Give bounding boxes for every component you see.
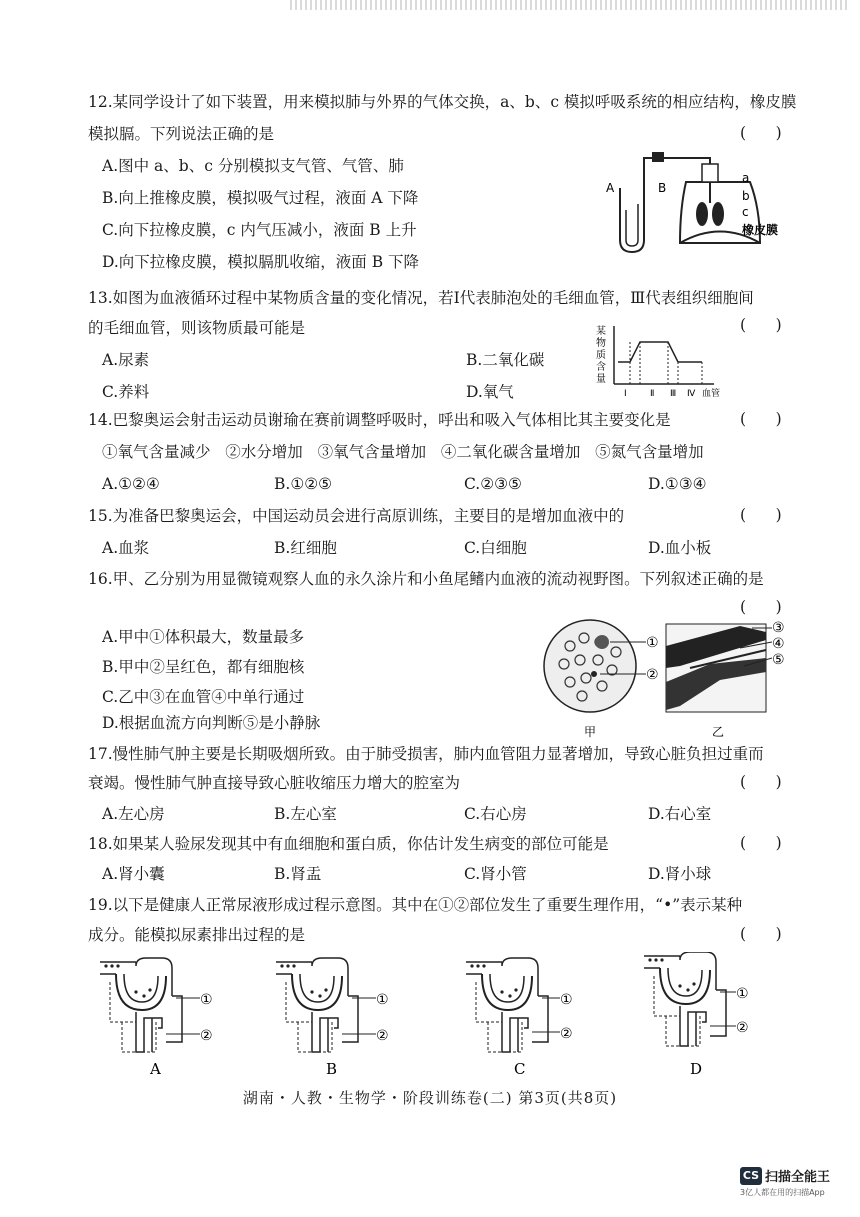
q15-option-c[interactable]: C.白细胞 — [464, 539, 527, 557]
q16-option-c[interactable]: C.乙中③在血管④中单行通过 — [102, 688, 305, 706]
q12-option-a[interactable]: A.图中 a、b、c 分别模拟支气管、气管、肺 — [102, 157, 404, 175]
q12-fig-label-b-big: B — [658, 181, 667, 195]
camscanner-watermark — [740, 1165, 830, 1198]
q17-option-a[interactable]: A.左心房 — [102, 805, 165, 823]
q15-option-a[interactable]: A.血浆 — [102, 539, 150, 557]
q16-fig-n2: ② — [646, 667, 659, 683]
q19-d-n2: ② — [736, 1020, 749, 1036]
q13-option-a[interactable]: A.尿素 — [102, 351, 150, 369]
q13-tick-3: Ⅲ — [670, 389, 677, 399]
q19-d-n1: ① — [736, 986, 749, 1002]
q13-tick-4: Ⅳ — [687, 389, 696, 399]
q18-option-d[interactable]: D.肾小球 — [648, 865, 712, 883]
q17-stem-line1: 17.慢性肺气肿主要是长期吸烟所致。由于肺受损害，肺内血管阻力显著增加，导致心脏负担过重而 — [88, 745, 764, 763]
q19-a-n2: ② — [200, 1028, 213, 1044]
q16-answer-paren[interactable]: ( ) — [740, 598, 782, 616]
q13-ylabel-3: 质 — [596, 350, 606, 361]
q19-label-c: C — [514, 1060, 526, 1077]
brand-tagline: 3亿人都在用的扫描App — [740, 1188, 825, 1197]
q13-ylabel-5: 量 — [596, 374, 606, 385]
brand-name: 扫描全能王 — [765, 1170, 831, 1185]
q16-stem: 16.甲、乙分别为用显微镜观察人血的永久涂片和小鱼尾鳍内血液的流动视野图。下列叙述正确的是 — [88, 570, 764, 588]
q14-option-c[interactable]: C.②③⑤ — [464, 475, 522, 493]
q16-fig-n4: ④ — [772, 636, 785, 652]
q13-ylabel-1: 某 — [596, 326, 606, 337]
q14-option-d[interactable]: D.①③④ — [648, 475, 707, 493]
q13-ylabel-2: 物 — [596, 338, 606, 349]
q13-tick-2: Ⅱ — [650, 389, 655, 399]
q12-fig-label-membrane: 橡皮膜 — [742, 223, 779, 237]
q17-answer-paren[interactable]: ( ) — [740, 773, 782, 791]
q13-xlabel: 血管 — [702, 389, 721, 399]
q16-fig-n1: ① — [646, 635, 659, 651]
q17-option-d[interactable]: D.右心室 — [648, 805, 712, 823]
q15-option-d[interactable]: D.血小板 — [648, 539, 712, 557]
q12-option-d[interactable]: D.向下拉橡皮膜，模拟膈肌收缩，液面 B 下降 — [102, 253, 420, 271]
q17-option-b[interactable]: B.左心室 — [274, 805, 337, 823]
q13-stem-line2: 的毛细血管，则该物质最可能是 — [88, 319, 306, 337]
q16-fig-n5: ⑤ — [772, 652, 785, 668]
q17-option-c[interactable]: C.右心房 — [464, 805, 527, 823]
q13-substance-chart — [594, 322, 734, 400]
q13-stem-line1: 13.如图为血液循环过程中某物质含量的变化情况，若Ⅰ代表肺泡处的毛细血管，Ⅲ代表组织细胞间 — [88, 289, 754, 307]
q19-label-a: A — [150, 1060, 161, 1077]
q12-stem-line2: 模拟膈。下列说法正确的是 — [88, 125, 275, 143]
q13-answer-paren[interactable]: ( ) — [740, 316, 782, 334]
q13-option-b[interactable]: B.二氧化碳 — [466, 351, 545, 369]
q15-stem: 15.为准备巴黎奥运会，中国运动员会进行高原训练，主要目的是增加血液中的 — [88, 507, 625, 525]
camscanner-logo-icon: CS — [740, 1167, 762, 1185]
scan-noise — [290, 0, 850, 10]
q12-option-c[interactable]: C.向下拉橡皮膜，c 内气压减小，液面 B 上升 — [102, 221, 417, 239]
q18-option-a[interactable]: A.肾小囊 — [102, 865, 165, 883]
q18-option-c[interactable]: C.肾小管 — [464, 865, 527, 883]
q13-option-d[interactable]: D.氧气 — [466, 383, 514, 401]
q16-fig-jia: 甲 — [584, 725, 597, 739]
q12-apparatus-figure — [600, 148, 800, 258]
q16-fig-n3: ③ — [772, 620, 785, 636]
q14-answer-paren[interactable]: ( ) — [740, 410, 782, 428]
q12-answer-paren[interactable]: ( ) — [740, 124, 782, 142]
q12-option-b[interactable]: B.向上推橡皮膜，模拟吸气过程，液面 A 下降 — [102, 189, 419, 207]
q14-stem: 14.巴黎奥运会射击运动员谢瑜在赛前调整呼吸时，呼出和吸入气体相比其主要变化是 — [88, 411, 671, 429]
q19-c-n2: ② — [560, 1026, 573, 1042]
q13-option-c[interactable]: C.养料 — [102, 383, 150, 401]
q14-items: ①氧气含量减少 ②水分增加 ③氧气含量增加 ④二氧化碳含量增加 ⑤氮气含量增加 — [102, 443, 704, 461]
q12-fig-label-a: a — [742, 171, 750, 185]
q18-stem: 18.如果某人验尿发现其中有血细胞和蛋白质，你估计发生病变的部位可能是 — [88, 835, 609, 853]
q15-option-b[interactable]: B.红细胞 — [274, 539, 337, 557]
q16-option-b[interactable]: B.甲中②呈红色，都有细胞核 — [102, 658, 305, 676]
q18-option-b[interactable]: B.肾盂 — [274, 865, 322, 883]
q19-b-n2: ② — [376, 1028, 389, 1044]
q12-fig-label-b: b — [742, 189, 750, 203]
q19-b-n1: ① — [376, 992, 389, 1008]
q19-answer-paren[interactable]: ( ) — [740, 925, 782, 943]
q16-option-a[interactable]: A.甲中①体积最大，数量最多 — [102, 628, 305, 646]
q14-option-b[interactable]: B.①②⑤ — [274, 475, 333, 493]
q14-option-a[interactable]: A.①②④ — [102, 475, 160, 493]
q19-label-d: D — [690, 1060, 703, 1077]
page-footer: 湖南・人教・生物学・阶段训练卷(二) 第3页(共8页) — [242, 1089, 618, 1107]
q19-nephron-diagrams — [96, 952, 776, 1077]
q16-microscope-figure — [540, 616, 810, 740]
q12-stem-line1: 12.某同学设计了如下装置，用来模拟肺与外界的气体交换，a、b、c 模拟呼吸系统的相应结构，橡皮膜 — [88, 93, 797, 111]
q19-label-b: B — [326, 1060, 338, 1077]
q17-stem-line2: 衰竭。慢性肺气肿直接导致心脏收缩压力增大的腔室为 — [88, 774, 461, 792]
q13-tick-1: I — [624, 389, 627, 399]
q12-fig-label-c: c — [742, 205, 749, 219]
q19-c-n1: ① — [560, 992, 573, 1008]
q19-stem-line2: 成分。能模拟尿素排出过程的是 — [88, 926, 306, 944]
q19-a-n1: ① — [200, 992, 213, 1008]
q12-fig-label-a-big: A — [606, 181, 615, 195]
q18-answer-paren[interactable]: ( ) — [740, 834, 782, 852]
q16-option-d[interactable]: D.根据血流方向判断⑤是小静脉 — [102, 714, 321, 732]
q15-answer-paren[interactable]: ( ) — [740, 506, 782, 524]
q19-stem-line1: 19.以下是健康人正常尿液形成过程示意图。其中在①②部位发生了重要生理作用，“•”表示某种 — [88, 896, 743, 914]
q13-ylabel-4: 含 — [596, 362, 606, 373]
q16-fig-yi: 乙 — [712, 725, 725, 739]
